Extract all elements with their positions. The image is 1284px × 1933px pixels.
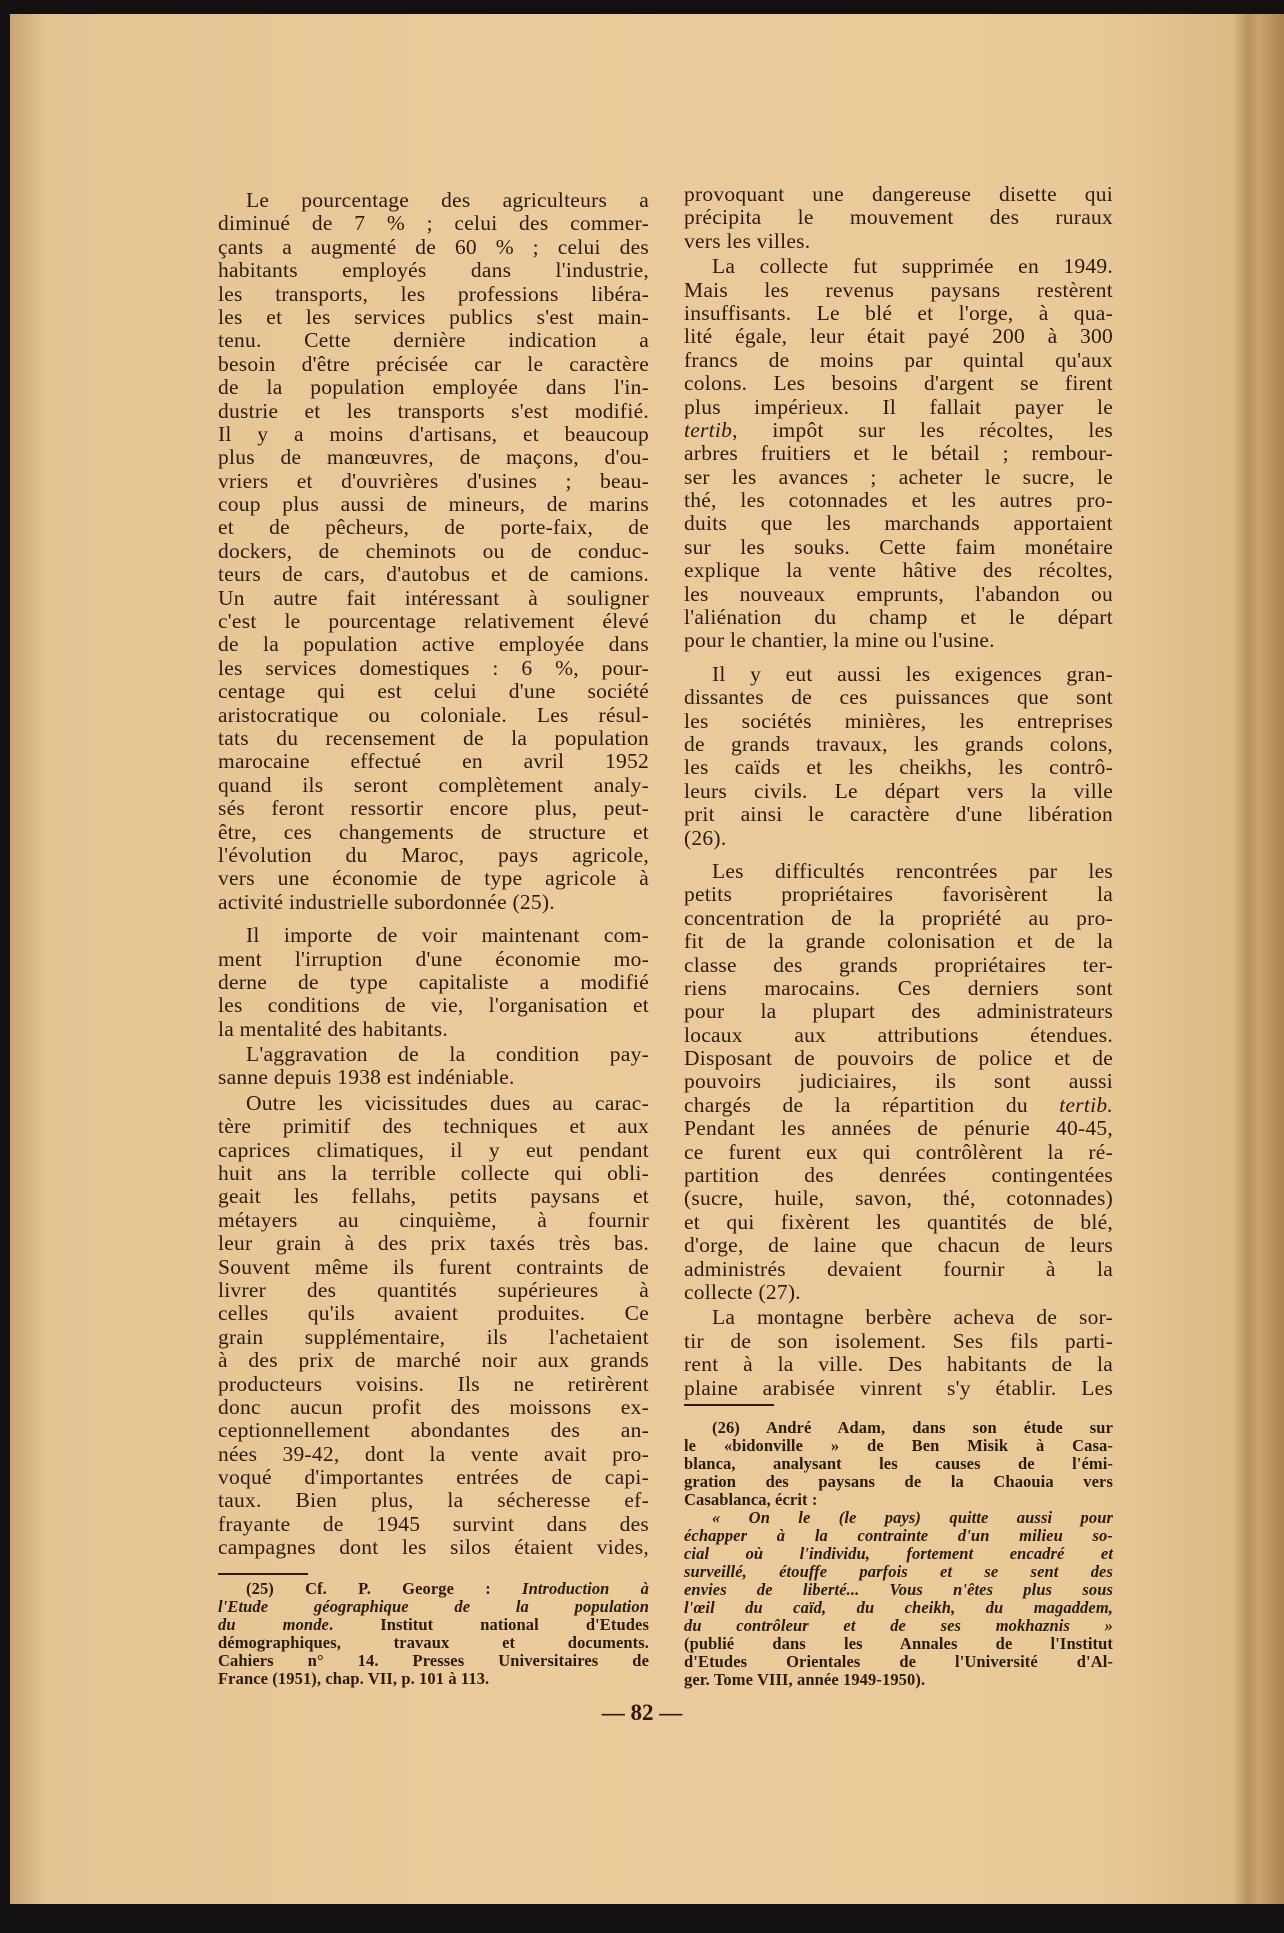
italic-text: Introduction à [522,1579,649,1598]
text-line: et qui fixèrent les quantités de blé, [684,1209,1113,1234]
text-line: gration des paysans de la Chaouia vers [684,1472,1113,1491]
text-line: locaux aux attributions étendues. [684,1022,1113,1047]
text-line: Souvent même ils furent contraints de [218,1254,649,1279]
text-line: (26) André Adam, dans son étude sur [712,1418,1113,1437]
text-line: sur les souks. Cette faim monétaire [684,534,1113,559]
text-line: quand ils seront complètement analy- [218,772,649,797]
text-line: riens marocains. Ces derniers sont [684,975,1113,1000]
text-line: (publié dans les Annales de l'Institut [684,1634,1113,1653]
text-line: (26). [684,825,727,850]
text-line [684,419,1113,442]
text-line: les nouveaux emprunts, l'abandon ou [684,581,1113,606]
text-line: huit ans la terrible collecte qui obli- [218,1161,649,1186]
text-line: leur grain à des prix taxés très bas. [218,1231,649,1256]
text-line: démographiques, travaux et documents. [218,1633,649,1652]
text-line: Il importe de voir maintenant com- [246,923,649,948]
text-line: (sucre, huile, savon, thé, cotonnades) [684,1186,1113,1211]
text-line: blanca, analysant les causes de l'émi- [684,1454,1113,1473]
footnote-25 [218,1580,649,1688]
text-line [218,1580,649,1598]
text-line: administrés devaient fournir à la [684,1256,1113,1281]
text-line: ceptionnellement abondantes des an- [218,1418,649,1443]
text-line: à des prix de marché noir aux grands [218,1348,649,1373]
text-line [684,1509,1113,1527]
text-line: les caïds et les cheikhs, les contrô- [684,755,1113,780]
text-line [684,1094,1113,1117]
text-line: taux. Bien plus, la sécheresse ef- [218,1488,649,1513]
italic-text: l'œil du caïd, du cheikh, du magaddem, [684,1598,1113,1617]
text-line: thé, les cotonnades et les autres pro- [684,488,1113,513]
text-line: fit de la grande colonisation et de la [684,929,1113,954]
text-line: les conditions de vie, l'organisation et [218,993,649,1018]
text-line: La collecte fut supprimée en 1949. [712,254,1113,279]
text-line: précipita le mouvement des ruraux [684,205,1113,230]
text-line: arbres fruitiers et le bétail ; rembour- [684,441,1113,466]
text-line: France (1951), chap. VII, p. 101 à 113. [218,1669,490,1688]
paragraph [684,663,1113,850]
text-line: explique la vente hâtive des récoltes, [684,558,1113,583]
text-line: nées 39-42, dont la vente avait pro- [218,1441,649,1466]
text-line [684,1581,1113,1599]
italic-text: du contrôleur et de ses mokhaznis » [684,1616,1113,1635]
text-line [218,1616,649,1634]
text-line: Outre les vicissitudes dues au carac- [246,1090,649,1115]
text-line: vriers et d'ouvrières d'usines ; beau- [218,468,649,493]
right-column-text [684,183,1113,1400]
text-line: plus impérieux. Il fallait payer le [684,394,1113,419]
text-line: métayers au cinquième, à fournir [218,1207,649,1232]
text-line: duits que les marchands apportaient [684,511,1113,536]
text-line [684,1563,1113,1581]
text-line: Un autre fait intéressant à souligner [218,585,649,610]
text-line: Mais les revenus paysans restèrent [684,277,1113,302]
text-line: L'aggravation de la condition pay- [246,1042,649,1067]
text-line: Cahiers n° 14. Presses Universitaires de [218,1651,649,1670]
text-line: de la population employée dans l'in- [218,375,649,400]
text-line: plaine arabisée vinrent s'y établir. Les [684,1375,1113,1400]
text-line: dockers, de cheminots ou de conduc- [218,538,649,563]
text-line: centage qui est celui d'une société [218,679,649,704]
paragraph [684,183,1113,253]
paragraph [684,1306,1113,1400]
text-line [684,1617,1113,1635]
text-line: Les difficultés rencontrées par les [712,858,1113,883]
text-line: d'orge, de laine que chacun de leurs [684,1233,1113,1258]
text-line: sanne depuis 1938 est indéniable. [218,1065,515,1090]
italic-text: tertib [684,417,733,442]
text-line: l'évolution du Maroc, pays agricole, [218,842,649,867]
text-line: celles qu'ils avaient produites. Ce [218,1301,649,1326]
text-line: marocaine effectué en avril 1952 [218,749,649,774]
text-line: caprices climatiques, il y eut pendant [218,1137,649,1162]
text-line: concentration de la propriété au pro- [684,905,1113,930]
italic-text: surveillé, étouffe parfois et se sent des [684,1562,1113,1581]
text-segment: . Institut national d'Etudes [328,1615,649,1634]
text-line: être, ces changements de structure et [218,819,649,844]
text-line: la mentalité des habitants. [218,1016,449,1041]
text-segment: , impôt sur les récoltes, les [732,417,1113,442]
text-line: producteurs voisins. Ils ne retirèrent [218,1371,649,1396]
text-line: coup plus aussi de mineurs, de marins [218,492,649,517]
text-line: plus de manœuvres, de maçons, d'ou- [218,445,649,470]
text-line [218,1598,649,1616]
text-line: La montagne berbère acheva de sor- [712,1305,1113,1330]
footnote-26 [684,1419,1113,1689]
text-line: classe des grands propriétaires ter- [684,952,1113,977]
text-line: provoquant une dangereuse disette qui [684,182,1113,206]
text-line: çants a augmenté de 60 % ; celui des [218,234,649,259]
text-line: livrer des quantités supérieures à [218,1277,649,1302]
paragraph [684,255,1113,653]
italic-text: l'Etude géographique de la population [218,1597,649,1616]
text-line: dissantes de ces puissances que sont [684,685,1113,710]
text-line: campagnes dont les silos étaient vides, [218,1535,649,1560]
text-line: francs de moins par quintal qu'aux [684,347,1113,372]
text-line: Le pourcentage des agriculteurs a [246,188,649,212]
italic-text: « On le (le pays) quitte aussi pour [712,1508,1113,1527]
text-line: partition des denrées contingentées [684,1163,1113,1188]
paragraph [218,1043,649,1090]
footnote-separator-left [218,1573,308,1575]
text-line: d'Etudes Orientales de l'Université d'Al- [684,1652,1113,1671]
left-column-text [218,189,649,1560]
text-line: de grands travaux, les grands colons, [684,731,1113,756]
text-line: de la population active employée dans [218,632,649,657]
text-line: c'est le pourcentage relativement élevé [218,609,649,634]
text-line [684,1599,1113,1617]
text-line: tir de son isolement. Ses fils parti- [684,1328,1113,1353]
page-number: — 82 — [601,1700,683,1725]
text-line: ment l'irruption d'une économie mo- [218,946,649,971]
text-line: les et les services publics s'est main- [218,304,649,329]
text-line: habitants employés dans l'industrie, [218,258,649,283]
text-line: et de pêcheurs, de porte-faix, de [218,515,649,540]
text-line: tats du recensement de la population [218,725,649,750]
text-line: diminué de 7 % ; celui des commer- [218,211,649,236]
paragraph [684,860,1113,1304]
italic-text: tertib. [1059,1092,1113,1117]
text-line: activité industrielle subordonnée (25). [218,889,555,914]
italic-text: cial où l'individu, fortement encadré et [684,1544,1113,1563]
text-line: ce furent eux qui contrôlèrent la ré- [684,1139,1113,1164]
italic-text: échapper à la contrainte d'un milieu so- [684,1526,1113,1545]
text-line: teurs de cars, d'autobus et de camions. [218,562,649,587]
text-line: le «bidonville » de Ben Misik à Casa- [684,1436,1113,1455]
text-line: Casablanca, écrit : [684,1490,818,1509]
text-line [684,1545,1113,1563]
text-line: petits propriétaires favorisèrent la [684,882,1113,907]
paragraph [218,1092,649,1560]
text-line: sés feront ressortir encore plus, peut- [218,796,649,821]
text-line: les services domestiques : 6 %, pour- [218,655,649,680]
text-line: les sociétés minières, les entreprises [684,708,1113,733]
italic-text: envies de liberté... Vous n'êtes plus sous [684,1580,1113,1599]
text-line: prit ainsi le caractère d'une libération [684,802,1113,827]
paragraph [218,924,649,1041]
text-line: Disposant de pouvoirs de police et de [684,1046,1113,1071]
text-line: rent à la ville. Des habitants de la [684,1352,1113,1377]
text-line: derne de type capitaliste a modifié [218,969,649,994]
text-line: tère primitif des techniques et aux [218,1114,649,1139]
text-line: vers une économie de type agricole à [218,866,649,891]
text-line: grain supplémentaire, ils l'achetaient [218,1324,649,1349]
text-segment: chargés de la répartition du [684,1092,1060,1117]
text-line: ser les avances ; acheter le sucre, le [684,464,1113,489]
text-line: insuffisants. Le blé et l'orge, à qua- [684,300,1113,325]
text-line: frayante de 1945 survint dans des [218,1511,649,1536]
text-line: pouvoirs judiciaires, ils sont aussi [684,1069,1113,1094]
text-line: Il y eut aussi les exigences gran- [712,661,1113,686]
text-segment: (25) Cf. P. George : [246,1579,523,1598]
text-line: lité égale, leur était payé 200 à 300 [684,324,1113,349]
text-line: besoin d'être précisée car le caractère [218,351,649,376]
text-line: collecte (27). [684,1279,801,1304]
footnote-separator-right [684,1404,774,1406]
italic-text: du monde [218,1615,329,1634]
text-line: dustrie et les transports s'est modifié. [218,398,649,423]
text-line [684,1527,1113,1545]
text-line: ger. Tome VIII, année 1949-1950). [684,1670,926,1689]
text-line: voqué d'importantes entrées de capi- [218,1465,649,1490]
text-line: donc aucun profit des moissons ex- [218,1394,649,1419]
text-line: pour le chantier, la mine ou l'usine. [684,628,995,653]
text-line: l'aliénation du champ et le départ [684,605,1113,630]
paragraph [218,189,649,914]
text-line: aristocratique ou coloniale. Les résul- [218,702,649,727]
text-line: leurs civils. Le départ vers la ville [684,778,1113,803]
text-line: Pendant les années de pénurie 40-45, [684,1116,1113,1141]
text-line: vers les villes. [684,228,811,253]
text-line: tenu. Cette dernière indication a [218,328,649,353]
text-line: les transports, les professions libéra- [218,281,649,306]
text-line: colons. Les besoins d'argent se firent [684,371,1113,396]
text-line: pour la plupart des administrateurs [684,999,1113,1024]
text-line: Il y a moins d'artisans, et beaucoup [218,421,649,446]
text-line: geait les fellahs, petits paysans et [218,1184,649,1209]
